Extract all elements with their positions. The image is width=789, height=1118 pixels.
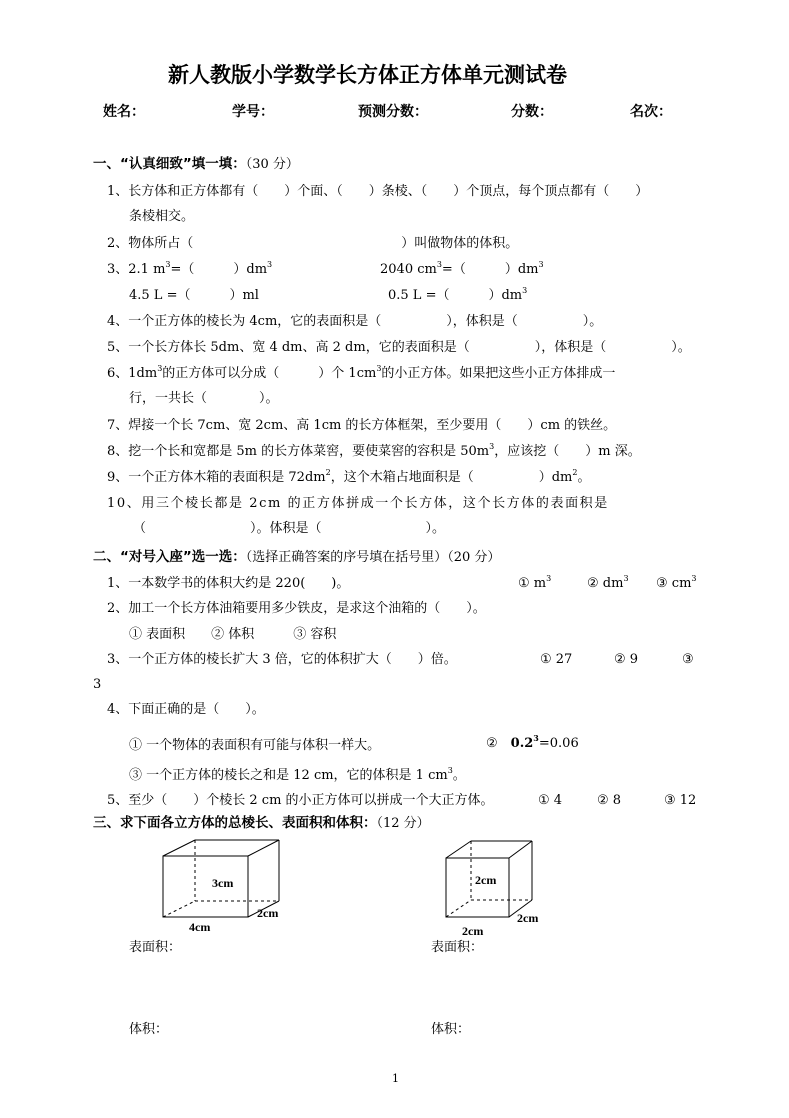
question-1-6-cont: 行，一共长（ ）。 [129,391,279,406]
question-2-1: 1、一本数学书的体积大约是 220( )。 [107,576,350,591]
question-2-1-option-2: ② $dm^3$ [587,574,629,591]
cube-2-top-right-edge [509,841,532,858]
question-1-3c: 4.5 L =（ ）ml [129,288,259,303]
name-field-label: 姓名： [103,104,145,120]
cuboid-1-length-label: 4cm [189,920,211,934]
student-number-label: 学号： [232,104,274,120]
question-1-7: 7、焊接一个长 7cm、宽 2cm、高 1cm 的长方体框架，至少要用（ ）cm 的铁丝。 [107,418,617,433]
section-2-title [93,549,500,566]
cube-2-hidden-depth [446,900,471,917]
question-2-4-option-3: ③ 一个正方体的棱长之和是 12 cm，它的体积是 1 $cm^3$。 [129,766,466,783]
question-2-5-option-3: ③ 12 [664,793,697,808]
cuboid-1-width-label: 2cm [257,906,279,920]
section-1-score: （30 分） [245,157,299,172]
question-2-3-option-2: ② 9 [614,652,639,667]
predicted-score-label: 预测分数： [358,104,428,120]
question-1-1: 1、长方体和正方体都有（ ）个面、（ ）条棱、（ ）个顶点，每个顶点都有（ ） [107,184,649,199]
section-3-heading: 三、求下面各立方体的总棱长、表面积和体积： [93,815,377,831]
page-title: 新人教版小学数学长方体正方体单元测试卷 [168,63,567,87]
question-1-4: 4、一个正方体的棱长为 4cm，它的表面积是（ ），体积是（ ）。 [107,314,603,329]
rank-label: 名次： [630,104,672,120]
question-2-5-option-2: ② 8 [597,793,622,808]
question-1-3a: 3、2.1 $m^3=$（ ）$dm^3$ [107,260,273,277]
question-2-1-option-3: ③ $cm^3$ [656,574,697,591]
score-label: 分数： [511,104,553,120]
figure-2-surface-area-label: 表面积： [431,940,484,955]
question-2-4-option-1: ① 一个物体的表面积有可能与体积一样大。 [129,738,381,753]
question-2-4: 4、下面正确的是（ ）。 [107,702,265,717]
question-1-2: 2、物体所占（ ）叫做物体的体积。 [107,236,519,251]
question-2-2: 2、加工一个长方体油箱要用多少铁皮，是求这个油箱的（ ）。 [107,601,486,616]
cube-2-height-label: 2cm [475,873,497,887]
figure-2-volume-label: 体积： [431,1022,471,1037]
question-2-3-option-3-wrap: 3 [93,677,102,692]
question-2-3-option-1: ① 27 [540,652,573,667]
question-1-9: 9、一个正方体木箱的表面积是 $72dm^2$，这个木箱占地面积是（ ）$dm^2$。 [107,468,591,485]
cube-2-top-left-edge [446,841,471,858]
section-1-title [93,156,299,173]
cube-2-width-label: 2cm [517,911,539,925]
cuboid-1-top-left-edge [163,840,195,856]
section-3-score: （12 分） [376,816,430,831]
question-1-3b: 2040 $cm^3=$（ ）$dm^3$ [380,260,544,277]
cuboid-1-height-label: 3cm [212,876,234,890]
cuboid-1-front-face [163,856,248,917]
question-2-2-options: ① 表面积 ② 体积 ③ 容积 [129,627,337,642]
cube-2-front-face [446,858,509,917]
figure-1-surface-area-label: 表面积： [129,940,182,955]
cube-figure-2 [440,837,550,943]
cuboid-figure-1 [155,835,295,937]
question-2-5-option-1: ① 4 [538,793,563,808]
cuboid-1-hidden-depth [163,901,195,917]
section-3-title [93,815,430,832]
cuboid-1-top-right-edge [248,840,279,856]
question-1-1-cont: 条棱相交。 [129,209,195,224]
section-1-heading: 一、“认真细致”填一填： [93,156,246,172]
question-1-10: 10、用三个棱长都是 2cm 的正方体拼成一个长方体，这个长方体的表面积是 [107,496,609,511]
page-number: 1 [392,1072,399,1085]
question-2-3: 3、一个正方体的棱长扩大 3 倍，它的体积扩大（ ）倍。 [107,652,457,667]
question-2-5: 5、至少（ ）个棱长 2 cm 的小正方体可以拼成一个大正方体。 [107,793,494,808]
question-2-3-option-3: ③ [682,652,694,667]
question-1-3d: 0.5 L =（ ）$dm^3$ [388,286,528,303]
section-2-heading: 二、“对号入座”选一选： [93,549,246,565]
question-1-6: 6、$1dm^3$的正方体可以分成（ ）个 $1cm^3$的小正方体。如果把这些小正方体排成一 [107,364,616,381]
question-2-4-option-2: ② $0.2^3=0.06$ [486,733,579,751]
question-1-5: 5、一个长方体长 5dm、宽 4 dm、高 2 dm，它的表面积是（ ），体积是（ ）。 [107,340,691,355]
question-1-10-cont: （ ）。体积是（ ）。 [133,521,446,536]
cube-2-length-label: 2cm [462,924,484,938]
question-2-1-option-1: ① $m^3$ [518,574,552,591]
figure-1-volume-label: 体积： [129,1022,169,1037]
question-1-8: 8、挖一个长和宽都是 5m 的长方体菜窖，要使菜窖的容积是 $50m^3$，应该挖（ ）m 深。 [107,442,641,459]
section-2-score: （选择正确答案的序号填在括号里）（20 分） [245,550,501,565]
